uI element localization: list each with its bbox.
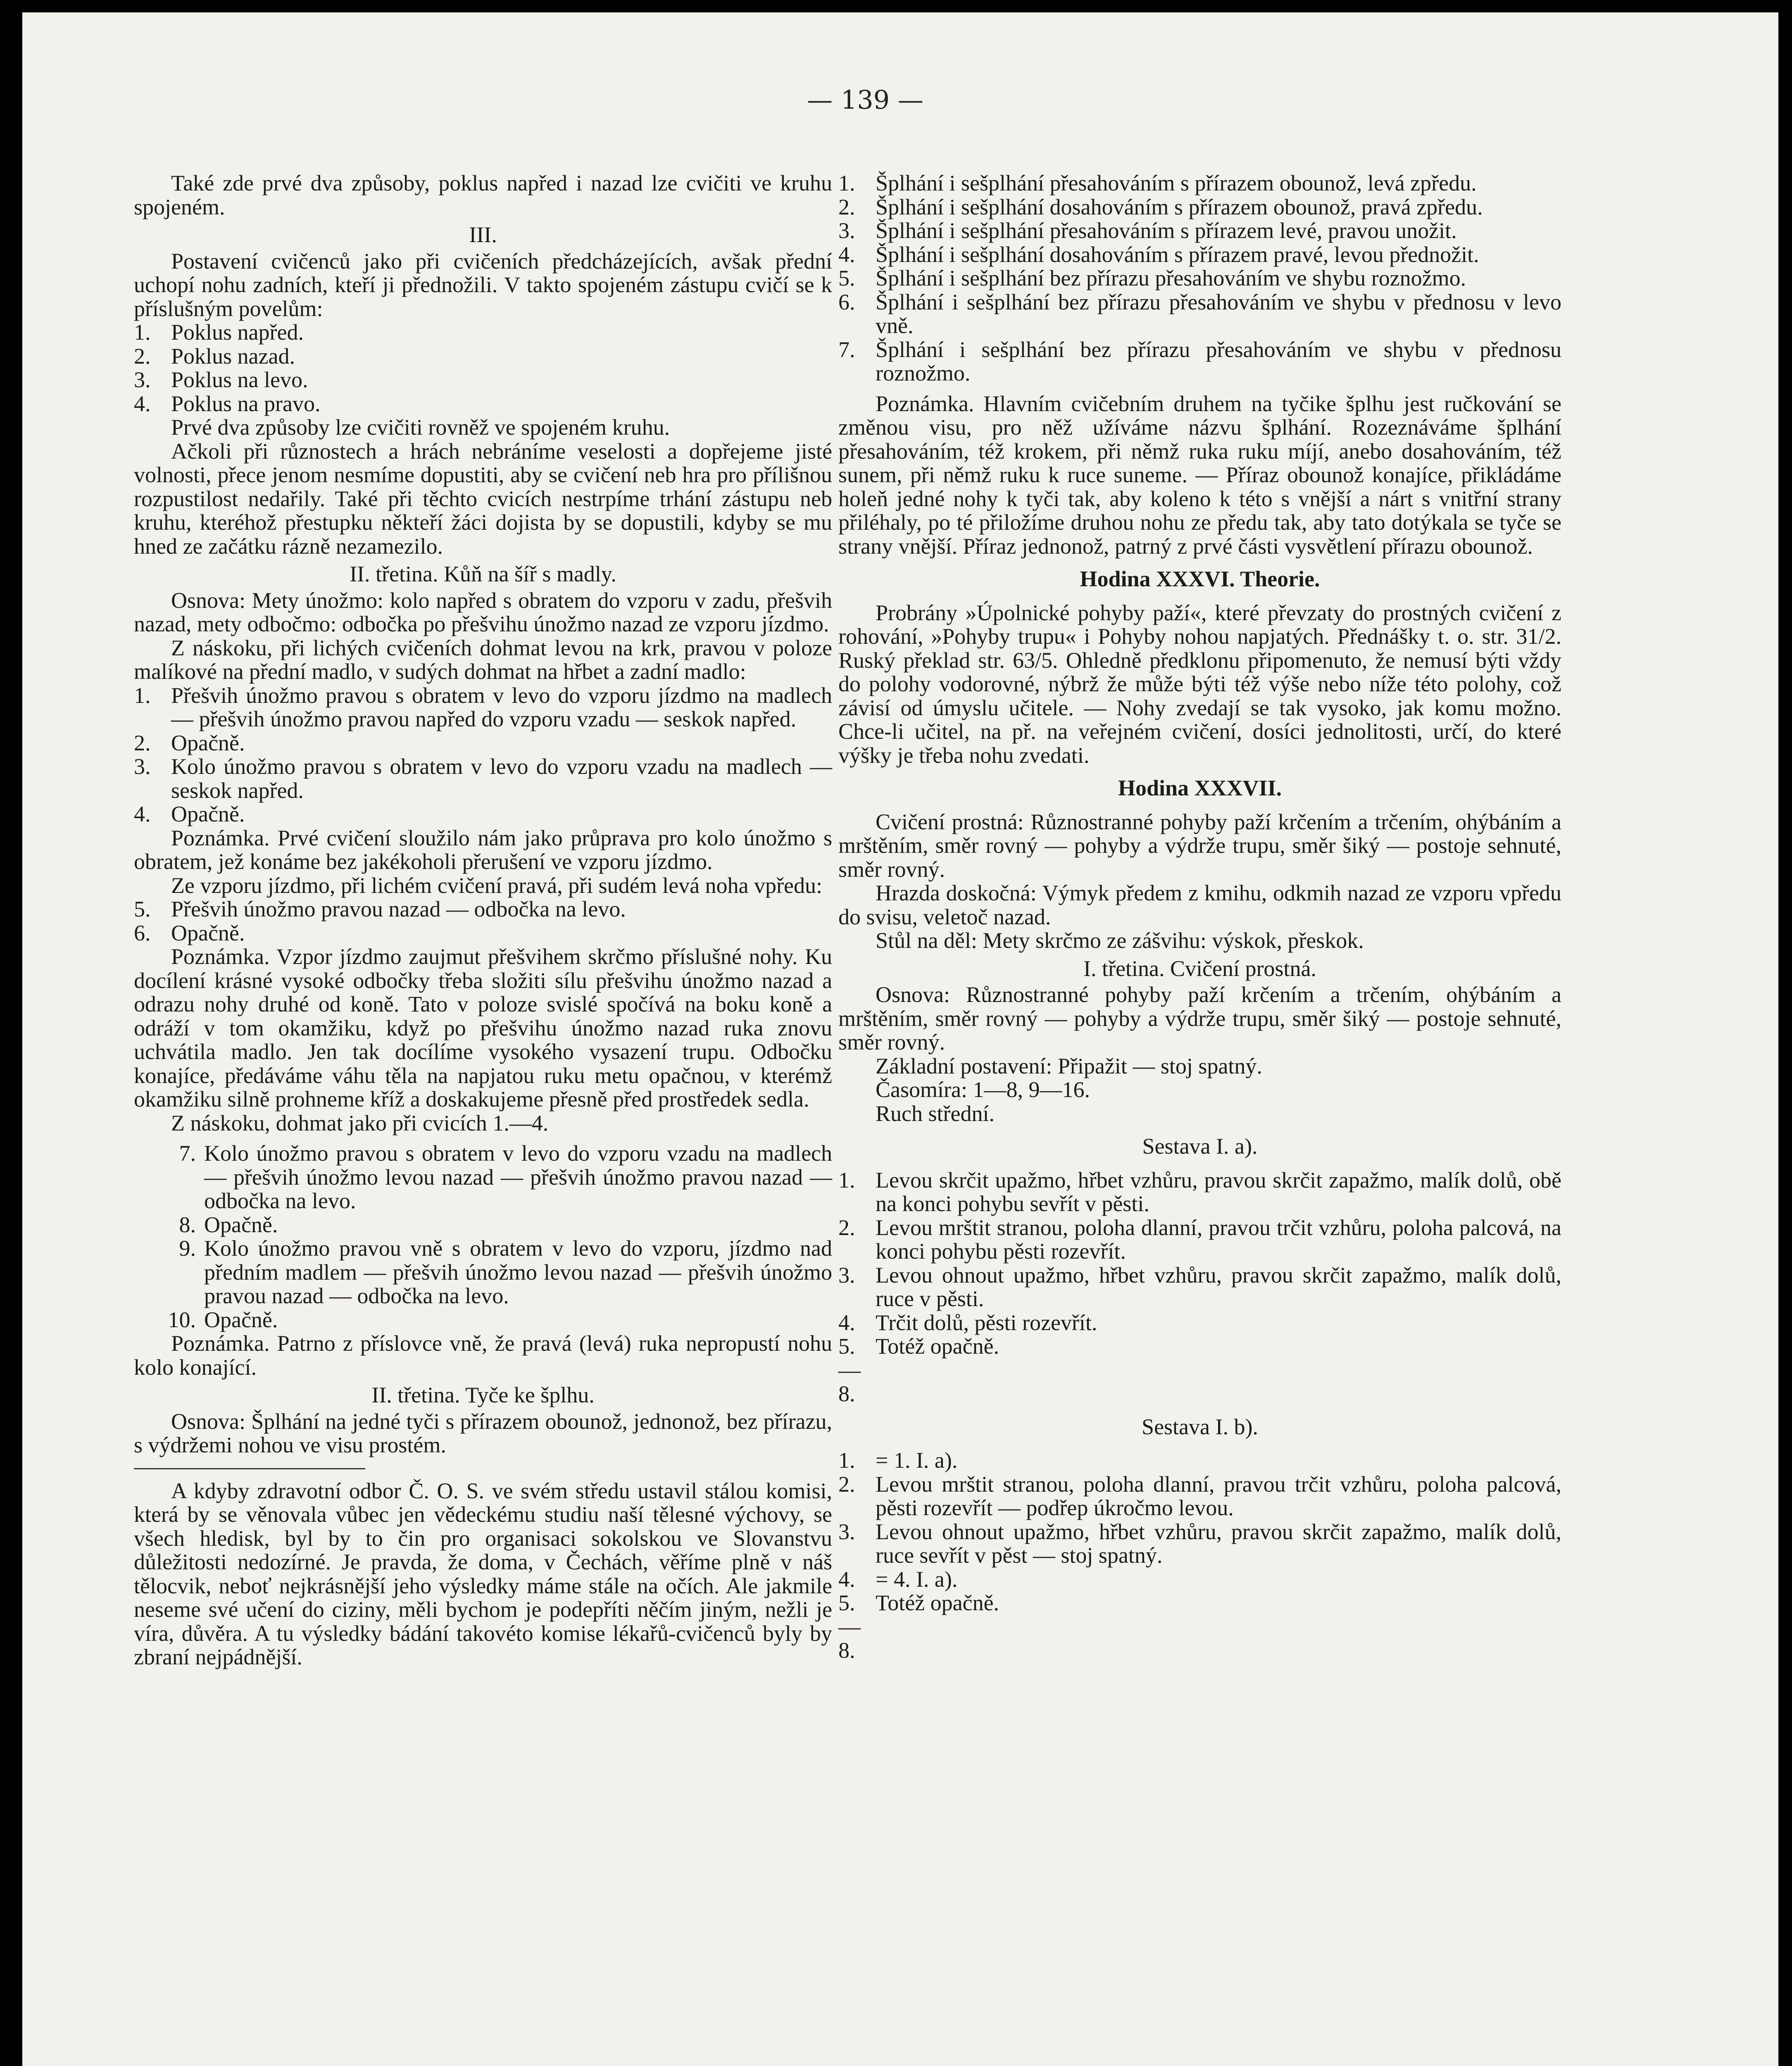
numbered-list: [134, 897, 832, 945]
item-text: Přešvih únožmo pravou s obratem v levo do vzporu jízdmo na madlech — přešvih únožmo pravou napřed do vzporu vzadu — seskok napřed.: [171, 683, 832, 731]
paragraph: Ze vzporu jízdmo, při lichém cvičení pravá, při sudém levá noha vpředu:: [171, 873, 822, 898]
item-text: Poklus nazad.: [171, 343, 295, 369]
item-number: 6.: [134, 920, 151, 945]
item-number: 5.: [838, 266, 855, 290]
note-paragraph: Poznámka. Vzpor jízdmo zaujmut přešvihem skrčmo příslušné nohy. Ku docílení krásné vysoké odbočky třeba složiti sílu přešvihu únožmo nazad a odrazu nohy druhé od koně. Tato v poloze svislé spočívá na boku koně a odráží v tom okamžiku, když po přešvihu únožmo nazad ruka znovu uchvátila madlo. Jen tak docílíme vysokého vysazení trupu. Odbočku konajíce, předáváme váhu těla na napjatou ruku metu opačnou, v kterémž okamžiku silně prohneme kříž a doskakujeme přesně před prostředek sedla.: [134, 944, 832, 1112]
item-number: 10.: [168, 1307, 196, 1332]
item-number: 7.: [838, 337, 855, 362]
item-text: Levou skrčit upažmo, hřbet vzhůru, pravou skrčit zapažmo, malík dolů, obě na konci pohybu sevřít v pěsti.: [876, 1167, 1561, 1216]
section-heading: III.: [469, 222, 497, 247]
list-item: [838, 1449, 1561, 1473]
item-text: Kolo únožmo pravou s obratem v levo do vzporu vzadu na madlech — seskok napřed.: [171, 754, 832, 803]
numbered-list: [134, 321, 832, 416]
left-column: [134, 171, 832, 1669]
list-item: [134, 802, 832, 826]
item-number: 7.: [179, 1141, 196, 1166]
list-item: [134, 755, 832, 802]
scanned-page: [22, 12, 1778, 2066]
item-number: 3.: [134, 754, 151, 779]
numbered-list: [838, 1169, 1561, 1406]
item-text: Opačně.: [171, 920, 245, 945]
item-number: 2.: [838, 194, 855, 219]
paragraph: Stůl na děl: Mety skrčmo ze zášvihu: výskok, přeskok.: [876, 928, 1364, 953]
item-text: Šplhání i sešplhání přesahováním s přírazem levé, pravou unožit.: [876, 218, 1457, 243]
item-text: Opačně.: [171, 802, 245, 826]
lesson-heading: Hodina XXXVI. Theorie.: [1080, 566, 1320, 591]
item-number: 6.: [838, 289, 855, 314]
paragraph: Postavení cvičenců jako při cvičeních předcházejících, avšak přední uchopí nohu zadních, kteří ji přednožili. V takto spojeném zástupu cvičí se k příslušným povelům:: [134, 248, 832, 321]
list-item: [838, 1264, 1561, 1311]
item-text: Opačně.: [171, 730, 245, 755]
item-text: Šplhání i sešplhání dosahováním s přírazem pravé, levou přednožit.: [876, 242, 1479, 267]
item-number: 5.—8.: [838, 1334, 861, 1406]
item-text: Šplhání i sešplhání bez přírazu přesahováním ve shybu v přednosu v levo vně.: [876, 289, 1561, 338]
list-item: [838, 243, 1561, 267]
paragraph: Osnova: Různostranné pohyby paží krčením a trčením, ohýbáním a mrštěním, směr rovný — pohyby a výdrže trupu, směr šiký — postoje sehnuté, směr rovný.: [838, 982, 1561, 1054]
item-text: Šplhání i sešplhání bez přírazu přesahováním ve shybu v přednosu roznožmo.: [876, 337, 1561, 386]
footnote: A kdyby zdravotní odbor Č. O. S. ve svém středu ustavil stálou komisi, která by se věnovala vůbec jen vědeckému studiu naší tělesné výchovy, se všech hledisk, byl by to čin pro organisaci sokolskou ve Slovanstvu důležitosti nedozírné. Je pravda, že doma, v Čechách, věříme plně v náš tělocvik, neboť nejkrásnější jeho výsledky máme stále na očích. Ale jakmile neseme své učení do ciziny, měli bychom je podepříti něčím jiným, nežli je víra, důvěra. A tu výsledky bádání takovéto komise lékařů-cvičenců byly by zbraní nejpádnější.: [134, 1478, 832, 1669]
item-number: 1.: [838, 171, 855, 195]
item-number: 3.: [838, 1519, 855, 1544]
list-item: [838, 290, 1561, 338]
right-column: [838, 171, 1561, 1663]
list-item: [134, 1142, 832, 1213]
list-item: [838, 338, 1561, 386]
list-item: [838, 267, 1561, 290]
list-item: [134, 921, 832, 945]
footnote-divider: [134, 1468, 365, 1469]
item-number: 5.: [134, 897, 151, 921]
item-number: 1.: [838, 1448, 855, 1473]
paragraph: Z náskoku, dohmat jako při cvicích 1.—4.: [171, 1110, 549, 1135]
paragraph: Ruch střední.: [876, 1101, 995, 1126]
list-item: [838, 1473, 1561, 1520]
paragraph: Hrazda doskočná: Výmyk předem z kmihu, odkmih nazad ze vzporu vpředu do svisu, veletoč nazad.: [838, 881, 1561, 929]
item-text: = 4. I. a).: [876, 1566, 958, 1592]
list-item: [134, 684, 832, 731]
list-item: [134, 897, 832, 921]
item-text: Totéž opačně.: [876, 1590, 1000, 1615]
list-item: [838, 1216, 1561, 1264]
item-number: 3.: [134, 367, 151, 392]
section-heading: Sestava I. a).: [1142, 1134, 1258, 1159]
list-item: [134, 731, 832, 755]
list-item: [838, 195, 1561, 219]
list-item: [134, 321, 832, 345]
note-paragraph: Poznámka. Patrno z příslovce vně, že pravá (levá) ruka nepropustí nohu kolo konající.: [134, 1331, 832, 1380]
item-text: Trčit dolů, pěsti rozevřít.: [876, 1310, 1097, 1335]
paragraph: Cvičení prostná: Různostranné pohyby paží krčením a trčením, ohýbáním a mrštěním, směr rovný — pohyby a výdrže trupu, směr šiký — postoje sehnuté, směr rovný.: [838, 809, 1561, 882]
item-number: 4.: [134, 391, 151, 416]
paragraph: Osnova: Mety únožmo: kolo napřed s obratem do vzporu v zadu, přešvih nazad, mety odbočmo: odbočka po přešvihu únožmo nazad ze vzporu jízdmo.: [134, 588, 832, 636]
item-number: 1.: [838, 1167, 855, 1192]
item-text: = 1. I. a).: [876, 1448, 958, 1473]
item-number: 3.: [838, 218, 855, 243]
item-number: 8.: [179, 1212, 196, 1237]
item-text: Poklus na levo.: [171, 367, 308, 392]
list-item: [134, 368, 832, 392]
item-number: 4.: [838, 1310, 855, 1335]
item-number: 2.: [838, 1471, 855, 1497]
paragraph: Osnova: Šplhání na jedné tyči s přírazem obounož, jednonož, bez přírazu, s výdržemi nohou ve visu prostém.: [134, 1409, 832, 1457]
item-text: Opačně.: [204, 1307, 278, 1332]
list-item: [134, 1237, 832, 1308]
numbered-list: [838, 171, 1561, 386]
paragraph: Také zde prvé dva způsoby, poklus napřed i nazad lze cvičiti ve kruhu spojeném.: [134, 171, 832, 219]
item-number: 4.: [134, 802, 151, 826]
section-heading: II. třetina. Tyče ke šplhu.: [371, 1383, 595, 1407]
section-heading: II. třetina. Kůň na šíř s madly.: [350, 562, 616, 586]
paragraph: Časomíra: 1—8, 9—16.: [876, 1077, 1090, 1102]
item-number: 2.: [134, 343, 151, 369]
paragraph: Ačkoli při různostech a hrách nebráníme veselosti a dopřejeme jisté volnosti, přece jenom nesmíme dopustiti, aby se cvičení neb hra pro přílišnou rozpustilost nedařily. Také při těchto cvicích nestrpíme trhání zástupu neb kruhu, kteréhož přestupku někteří žáci dojista by se dopustili, kdyby se mu hned ze začátku rázně nezamezilo.: [134, 438, 832, 559]
paragraph: Základní postavení: Připažit — stoj spatný.: [876, 1053, 1262, 1078]
paragraph: Probrány »Úpolnické pohyby paží«, které převzaty do prostných cvičení z rohování, »Pohyby trupu« i Pohyby nohou napjatých. Přednášky t. o. str. 31/2. Ruský překlad str. 63/5. Ohledně předklonu připomenuto, že nemusí býti vždy do polohy vodorovné, nýbrž že může býti též výše nebo níže této polohy, což závisí od úmyslu učitele. — Nohy zvedají se tak vysoko, jak komu možno. Chce-li učitel, na př. na veřejném cvičení, dosíci jednolitosti, určí, do které výšky je třeba nohu zvedati.: [838, 600, 1561, 768]
item-text: Kolo únožmo pravou s obratem v levo do vzporu vzadu na madlech — přešvih únožmo levou nazad — přešvih únožmo pravou nazad — odbočka na levo.: [204, 1141, 832, 1213]
item-number: 1.: [134, 320, 151, 345]
item-text: Šplhání i sešplhání přesahováním s přírazem obounož, levá zpředu.: [876, 171, 1477, 195]
list-item: [838, 1520, 1561, 1568]
list-item: [838, 1311, 1561, 1335]
page-number: — 139 —: [807, 85, 923, 115]
item-number: 2.: [134, 730, 151, 755]
list-item: [838, 1568, 1561, 1592]
numbered-list: [838, 1449, 1561, 1663]
paragraph: Z náskoku, při lichých cvičeních dohmat levou na krk, pravou v poloze malíkové na přední madlo, v sudých dohmat na hřbet a zadní madlo:: [134, 635, 832, 684]
list-item: [134, 1213, 832, 1237]
item-text: Šplhání i sešplhání dosahováním s přírazem obounož, pravá zpředu.: [876, 194, 1483, 219]
item-text: Levou ohnout upažmo, hřbet vzhůru, pravou skrčit zapažmo, malík dolů, ruce sevřít v pěst — stoj spatný.: [876, 1519, 1561, 1568]
numbered-list: [134, 1142, 832, 1332]
item-number: 5.—8.: [838, 1590, 861, 1663]
list-item: [838, 1335, 1561, 1406]
note-paragraph: Poznámka. Hlavním cvičebním druhem na tyčike šplhu jest ručkování se změnou visu, pro něž užíváme názvu šplhání. Rozeznáváme šplhání přesahováním, též krokem, při němž ruka ruku míjí, anebo dosahováním, též sunem, při němž ruku k ruce suneme. — Příraz obounož konajíce, přikládáme holeň jedné nohy k tyči tak, aby koleno k této s vnější a nárt s vnitřní strany přiléhaly, po té přiložíme druhou nohu ze předu tak, aby tato dotýkala se tyče se strany vnější. Příraz jednonož, patrný z prvé části vysvětlení přírazu obounož.: [838, 391, 1561, 559]
item-text: Levou mrštit stranou, poloha dlanní, pravou trčit vzhůru, poloha palcová, na konci pohybu pěsti rozevřít.: [876, 1215, 1561, 1264]
item-number: 9.: [179, 1236, 196, 1261]
list-item: [134, 345, 832, 369]
item-text: Totéž opačně.: [876, 1334, 1000, 1359]
item-text: Poklus napřed.: [171, 320, 304, 345]
section-heading: Sestava I. b).: [1142, 1414, 1258, 1439]
item-number: 2.: [838, 1215, 855, 1240]
item-text: Kolo únožmo pravou vně s obratem v levo do vzporu, jízdmo nad předním madlem — přešvih únožmo levou nazad — přešvih únožmo pravou nazad — odbočka na levo.: [204, 1236, 832, 1308]
item-text: Levou ohnout upažmo, hřbet vzhůru, pravou skrčit zapažmo, malík dolů, ruce v pěsti.: [876, 1262, 1561, 1311]
item-number: 4.: [838, 1566, 855, 1592]
item-text: Opačně.: [204, 1212, 278, 1237]
list-item: [838, 1169, 1561, 1216]
list-item: [838, 171, 1561, 195]
lesson-heading: Hodina XXXVII.: [1118, 776, 1282, 800]
item-text: Přešvih únožmo pravou nazad — odbočka na levo.: [171, 897, 626, 921]
numbered-list: [134, 684, 832, 826]
item-text: Levou mrštit stranou, poloha dlanní, pravou trčit vzhůru, poloha palcová, pěsti rozevřít — podřep úkročmo levou.: [876, 1471, 1561, 1520]
list-item: [134, 392, 832, 416]
note-paragraph: Poznámka. Prvé cvičení sloužilo nám jako průprava pro kolo únožmo s obratem, jež konáme bez jakékoholi přerušení ve vzporu jízdmo.: [134, 825, 832, 874]
section-heading: I. třetina. Cvičení prostná.: [1083, 956, 1316, 981]
item-text: Poklus na pravo.: [171, 391, 321, 416]
item-number: 3.: [838, 1262, 855, 1288]
list-item: [838, 219, 1561, 243]
list-item: [134, 1308, 832, 1332]
item-number: 4.: [838, 242, 855, 267]
item-number: 1.: [134, 683, 151, 708]
paragraph: Prvé dva způsoby lze cvičiti rovněž ve spojeném kruhu.: [171, 415, 670, 440]
list-item: [838, 1591, 1561, 1663]
item-text: Šplhání i sešplhání bez přírazu přesahováním ve shybu roznožmo.: [876, 266, 1466, 290]
